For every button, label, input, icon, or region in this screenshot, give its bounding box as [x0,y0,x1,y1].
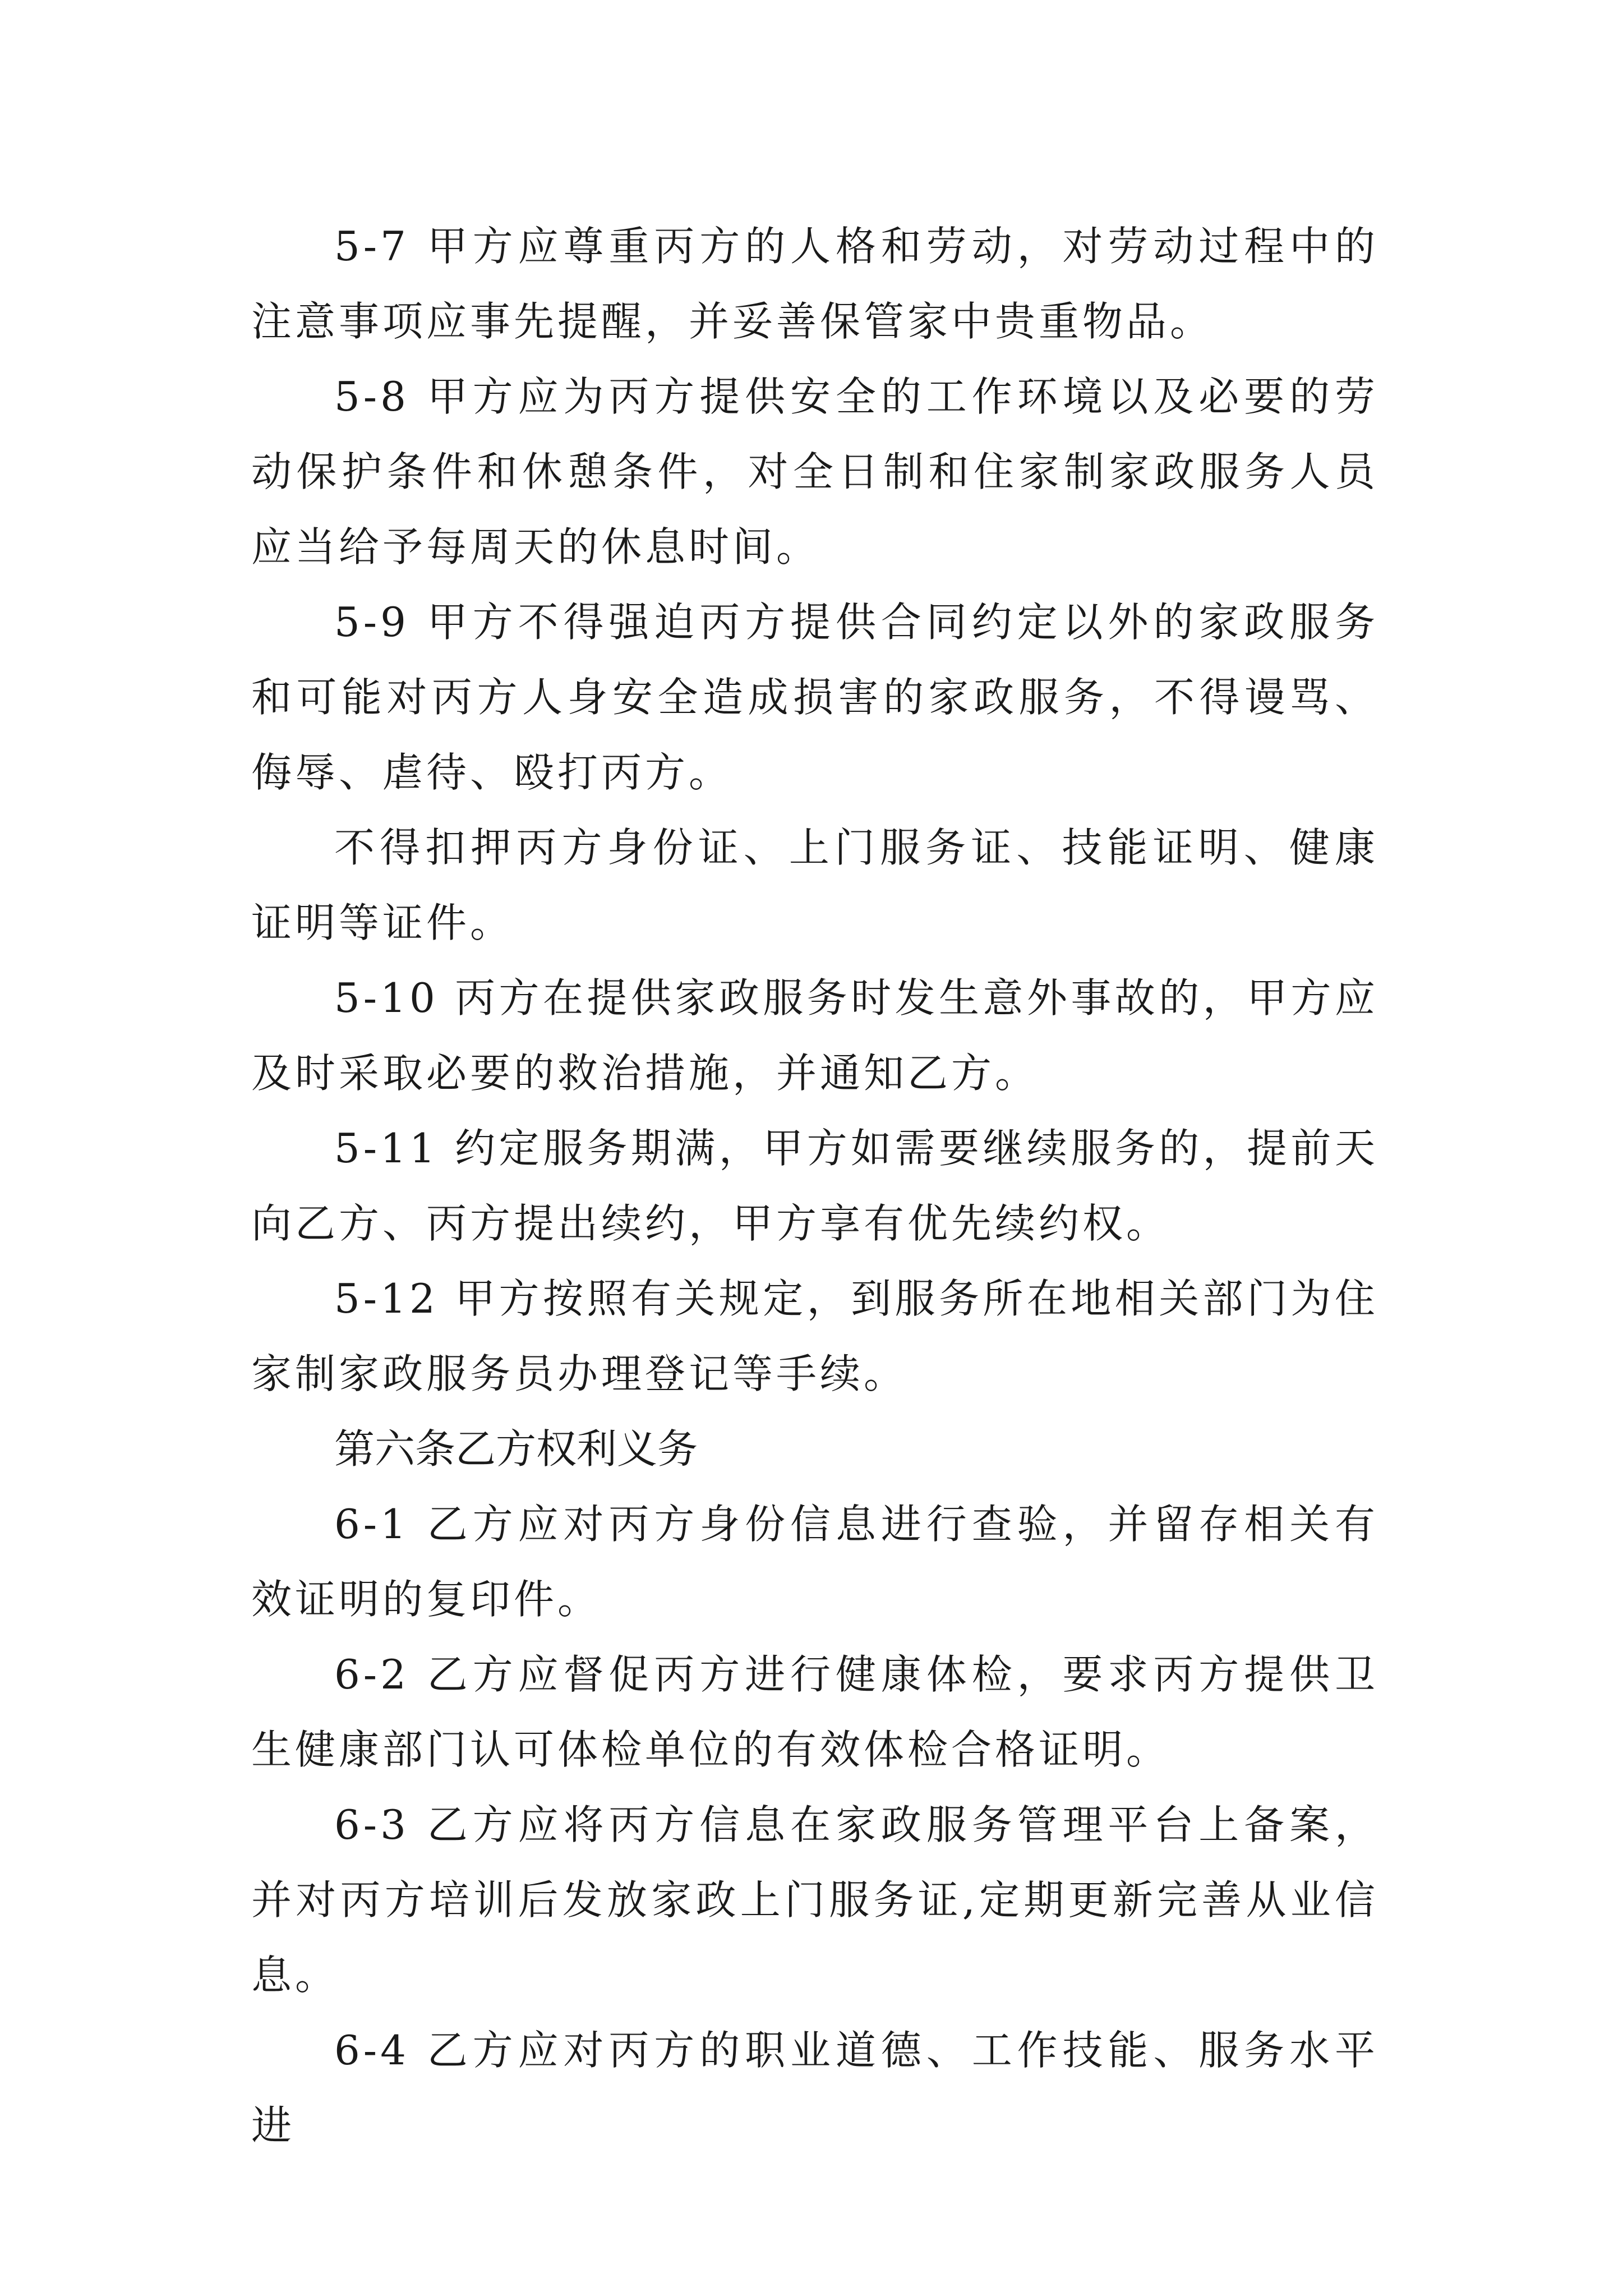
paragraph-5-8: 5-8 甲方应为丙方提供安全的工作环境以及必要的劳动保护条件和休憩条件，对全日制和住家制家政服务人员应当给予每周天的休息时间。 [251,373,1378,570]
paragraph-5-9-continued: 不得扣押丙方身份证、上门服务证、技能证明、健康证明等证件。 [251,824,1378,946]
paragraph-6-2: 6-2 乙方应督促丙方进行健康体检，要求丙方提供卫生健康部门认可体检单位的有效体检合格证明。 [251,1651,1378,1773]
document-page [251,209,1378,2163]
paragraph-5-12: 5-12 甲方按照有关规定，到服务所在地相关部门为住家制家政服务员办理登记等手续。 [251,1275,1378,1397]
section-heading-article-6: 第六条乙方权利义务 [334,1425,698,1473]
paragraph-5-7: 5-7 甲方应尊重丙方的人格和劳动，对劳动过程中的注意事项应事先提醒，并妥善保管家中贵重物品。 [251,223,1378,345]
paragraph-6-1: 6-1 乙方应对丙方身份信息进行查验，并留存相关有效证明的复印件。 [251,1501,1378,1623]
paragraph-5-11: 5-11 约定服务期满，甲方如需要继续服务的，提前天向乙方、丙方提出续约，甲方享有优先续约权。 [251,1125,1378,1247]
paragraph-5-9: 5-9 甲方不得强迫丙方提供合同约定以外的家政服务和可能对丙方人身安全造成损害的家政服务，不得谩骂、侮辱、虐待、殴打丙方。 [251,599,1378,796]
paragraph-6-3: 6-3 乙方应将丙方信息在家政服务管理平台上备案，并对丙方培训后发放家政上门服务证,定期更新完善从业信息。 [251,1801,1378,1999]
paragraph-5-10: 5-10 丙方在提供家政服务时发生意外事故的，甲方应及时采取必要的救治措施，并通知乙方。 [251,974,1378,1097]
paragraph-6-4: 6-4 乙方应对丙方的职业道德、工作技能、服务水平进 [251,2027,1378,2149]
